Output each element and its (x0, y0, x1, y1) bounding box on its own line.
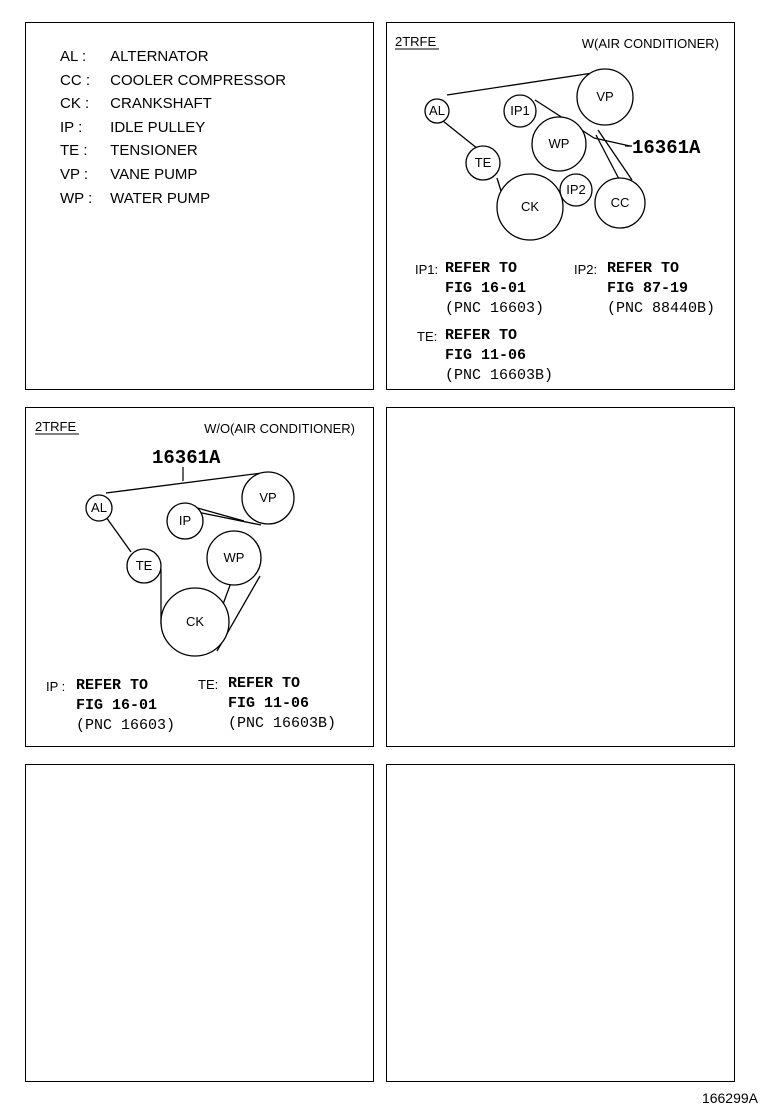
legend-row-te: TE : TENSIONER (60, 142, 198, 160)
pulley-label-te: TE (135, 558, 153, 573)
pulley-label-ck: CK (185, 614, 205, 629)
legend-row-al: AL : ALTERNATOR (60, 48, 209, 65)
pulley-label-wp: WP (548, 136, 570, 151)
part-number: 16361A (632, 137, 701, 159)
pulley-label-al: AL (91, 500, 107, 515)
empty-panel (25, 764, 374, 1082)
pulley-label-ip1: IP1 (510, 103, 530, 118)
pulley-label-ip2: IP2 (566, 182, 586, 197)
ref-te: TE: REFER TO FIG 11-06 (PNC 16603B) (417, 327, 554, 384)
pulley-label-wp: WP (223, 550, 245, 565)
pulley-label-al: AL (429, 103, 445, 118)
pulley-label-ck: CK (520, 199, 540, 214)
pulley-label-ip: IP (178, 513, 192, 528)
legend-row-cc: CC : COOLER COMPRESSOR (60, 71, 287, 89)
legend-row-wp: WP : WATER PUMP (60, 189, 211, 207)
without-ac-panel (25, 407, 374, 747)
condition-label: W(AIR CONDITIONER) (581, 36, 719, 51)
abbreviation-legend (60, 45, 286, 210)
pulley-label-cc: CC (610, 195, 630, 210)
ref-te: TE: REFER TO FIG 11-06 (PNC 16603B) (198, 675, 337, 732)
figure-id: 166299A (701, 1090, 758, 1106)
ref-ip1: IP1: REFER TO FIG 16-01 (PNC 16603) (415, 260, 545, 317)
empty-panel (386, 764, 735, 1082)
engine-code: 2TRFE (35, 419, 77, 434)
legend-row-ip: IP : IDLE PULLEY (60, 118, 206, 136)
ref-ip2: IP2: REFER TO FIG 87-19 (PNC 88440B) (574, 260, 716, 317)
ref-ip: IP : REFER TO FIG 16-01 (PNC 16603) (46, 677, 176, 734)
pulley-label-vp: VP (596, 89, 614, 104)
part-number: 16361A (152, 447, 221, 469)
pulley-label-vp: VP (259, 490, 277, 505)
empty-panel (386, 407, 735, 747)
condition-label: W/O(AIR CONDITIONER) (204, 421, 355, 436)
engine-code: 2TRFE (395, 34, 437, 49)
legend-row-vp: VP : VANE PUMP (60, 165, 198, 183)
pulley-label-te: TE (474, 155, 492, 170)
legend-row-ck: CK : CRANKSHAFT (60, 95, 212, 113)
legend-panel (25, 22, 374, 390)
with-ac-panel (386, 22, 735, 390)
